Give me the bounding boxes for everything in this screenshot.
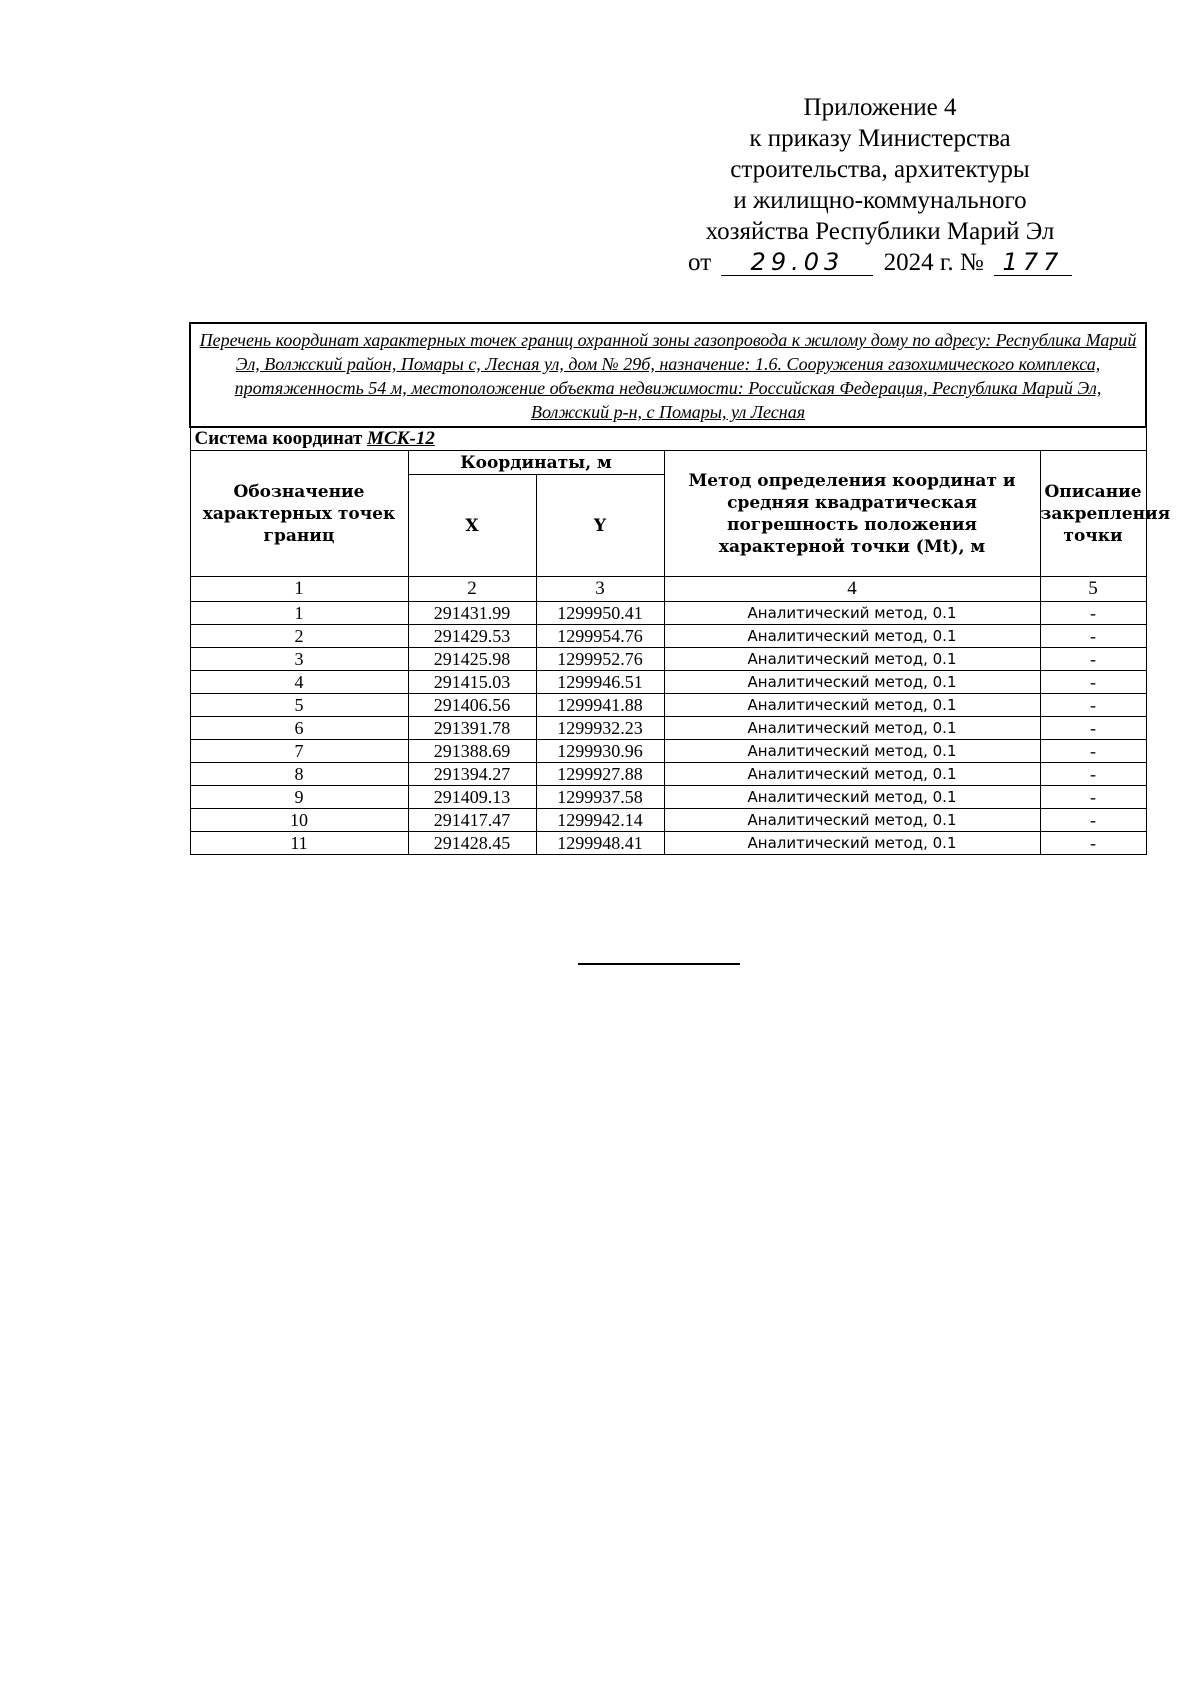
point-cell: 6	[190, 717, 408, 740]
header-description: Описание закрепления точки	[1040, 451, 1146, 577]
point-cell: 2	[190, 625, 408, 648]
table-row	[190, 648, 1146, 671]
x-cell: 291388.69	[408, 740, 536, 763]
x-cell: 291429.53	[408, 625, 536, 648]
description-cell: -	[1040, 832, 1146, 855]
table-row	[190, 694, 1146, 717]
table-row	[190, 671, 1146, 694]
column-number: 4	[664, 577, 1040, 602]
table-row	[190, 832, 1146, 855]
heading-line-3: строительства, архитектуры	[730, 156, 1030, 183]
heading-line-4: и жилищно-коммунального	[733, 187, 1027, 214]
x-cell: 291391.78	[408, 717, 536, 740]
column-number: 5	[1040, 577, 1146, 602]
heading-line-2: к приказу Министерства	[749, 125, 1011, 152]
method-cell: Аналитический метод, 0.1	[664, 648, 1040, 671]
x-cell: 291409.13	[408, 786, 536, 809]
point-cell: 3	[190, 648, 408, 671]
handwritten-order-number: 177	[994, 249, 1072, 276]
table-row	[190, 625, 1146, 648]
header-y: Y	[536, 475, 664, 577]
order-year: 2024 г. №	[883, 249, 984, 276]
column-number-row	[190, 577, 1146, 602]
description-cell: -	[1040, 602, 1146, 625]
y-cell: 1299932.23	[536, 717, 664, 740]
method-cell: Аналитический метод, 0.1	[664, 809, 1040, 832]
y-cell: 1299927.88	[536, 763, 664, 786]
description-cell: -	[1040, 648, 1146, 671]
y-cell: 1299930.96	[536, 740, 664, 763]
coordinate-system-row	[190, 427, 1146, 451]
method-cell: Аналитический метод, 0.1	[664, 786, 1040, 809]
y-cell: 1299942.14	[536, 809, 664, 832]
description-cell: -	[1040, 694, 1146, 717]
y-cell: 1299948.41	[536, 832, 664, 855]
appendix-heading	[640, 92, 1120, 278]
column-number: 3	[536, 577, 664, 602]
y-cell: 1299941.88	[536, 694, 664, 717]
method-cell: Аналитический метод, 0.1	[664, 694, 1040, 717]
header-coordinates: Координаты, м	[408, 451, 664, 475]
column-number: 1	[190, 577, 408, 602]
x-cell: 291431.99	[408, 602, 536, 625]
point-cell: 1	[190, 602, 408, 625]
y-cell: 1299954.76	[536, 625, 664, 648]
x-cell: 291415.03	[408, 671, 536, 694]
point-cell: 4	[190, 671, 408, 694]
header-method: Метод определения координат и средняя квадратическая погрешность положения характерной точки (Mt), м	[664, 451, 1040, 577]
method-cell: Аналитический метод, 0.1	[664, 602, 1040, 625]
x-cell: 291394.27	[408, 763, 536, 786]
x-cell: 291417.47	[408, 809, 536, 832]
table-row	[190, 786, 1146, 809]
description-cell: -	[1040, 625, 1146, 648]
method-cell: Аналитический метод, 0.1	[664, 740, 1040, 763]
description-cell: -	[1040, 763, 1146, 786]
y-cell: 1299950.41	[536, 602, 664, 625]
table-row	[190, 740, 1146, 763]
point-cell: 7	[190, 740, 408, 763]
coordinate-system-value: МСК-12	[367, 428, 435, 449]
description-cell: -	[1040, 740, 1146, 763]
table-row	[190, 809, 1146, 832]
table-row	[190, 763, 1146, 786]
header-x: X	[408, 475, 536, 577]
description-cell: -	[1040, 809, 1146, 832]
x-cell: 291425.98	[408, 648, 536, 671]
point-cell: 9	[190, 786, 408, 809]
point-cell: 5	[190, 694, 408, 717]
y-cell: 1299946.51	[536, 671, 664, 694]
table-row	[190, 602, 1146, 625]
handwritten-date: 29.03	[721, 249, 873, 276]
method-cell: Аналитический метод, 0.1	[664, 832, 1040, 855]
coordinate-system-label: Система координат	[194, 428, 363, 449]
point-cell: 10	[190, 809, 408, 832]
coordinates-table	[189, 322, 1171, 855]
order-date-line	[640, 247, 1120, 278]
y-cell: 1299937.58	[536, 786, 664, 809]
point-cell: 11	[190, 832, 408, 855]
header-points: Обозначение характерных точек границ	[190, 451, 408, 577]
point-cell: 8	[190, 763, 408, 786]
method-cell: Аналитический метод, 0.1	[664, 625, 1040, 648]
table-caption-text: Перечень координат характерных точек границ охранной зоны газопровода к жилому дому по адресу: Республика Марий Эл, Волжский район, Помары с, Лесная ул, дом № 29б, назначение: 1.6. Сооружения газохимического комплекса, протяженность 54 м, местоположение объекта недвижимости: Российская Федерация, Республика Марий Эл, Волжский р-н, с Помары, ул Лесная	[199, 330, 1137, 422]
description-cell: -	[1040, 671, 1146, 694]
y-cell: 1299952.76	[536, 648, 664, 671]
description-cell: -	[1040, 786, 1146, 809]
method-cell: Аналитический метод, 0.1	[664, 671, 1040, 694]
table-row	[190, 717, 1146, 740]
closing-line	[578, 963, 740, 965]
x-cell: 291406.56	[408, 694, 536, 717]
description-cell: -	[1040, 717, 1146, 740]
method-cell: Аналитический метод, 0.1	[664, 763, 1040, 786]
x-cell: 291428.45	[408, 832, 536, 855]
heading-line-5: хозяйства Республики Марий Эл	[705, 218, 1055, 245]
method-cell: Аналитический метод, 0.1	[664, 717, 1040, 740]
date-prefix: от	[688, 249, 712, 276]
heading-line-1: Приложение 4	[803, 94, 957, 121]
table-caption	[190, 323, 1146, 427]
column-number: 2	[408, 577, 536, 602]
